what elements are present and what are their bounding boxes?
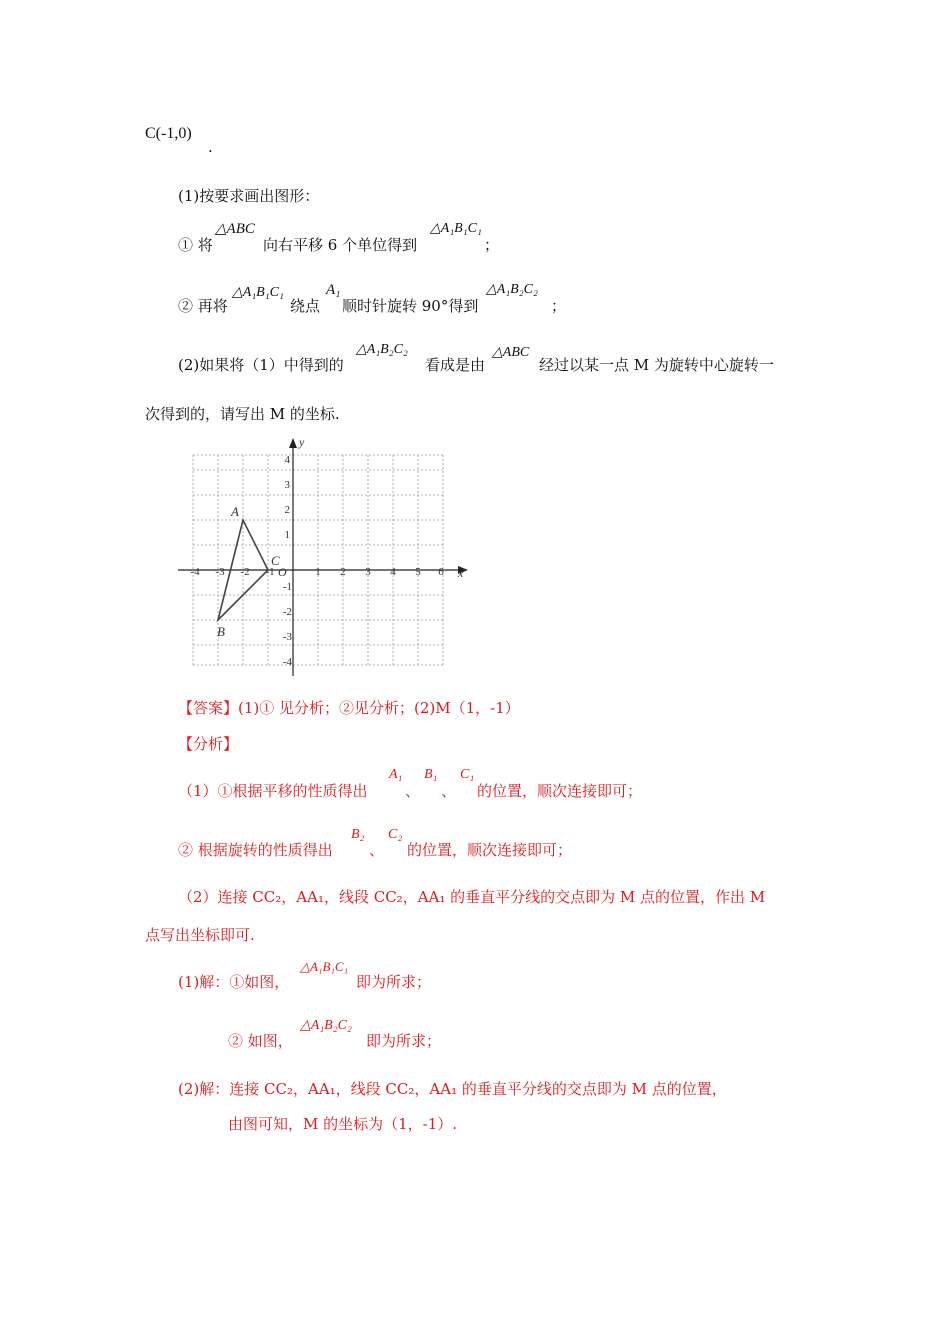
x-tick: 6	[438, 566, 444, 578]
analysis-line3: （2）连接 CC₂，AA₁，线段 CC₂，AA₁ 的垂直平分线的交点即为 M 点的位置，作出 M	[178, 888, 766, 906]
q1-step2-end: ；	[551, 297, 567, 315]
point-b-label: B	[217, 624, 225, 639]
solution-1-prefix: (1)解：①如图，	[178, 973, 290, 991]
q1-step1-prefix: ① 将	[178, 236, 213, 254]
y-tick: 2	[284, 504, 290, 516]
grid	[193, 455, 443, 665]
x-tick: -3	[215, 566, 225, 578]
analysis-line1-suffix: 的位置，顺次连接即可；	[477, 782, 643, 800]
analysis-line2-b: B₂	[351, 827, 365, 842]
q2-mid1: 看成是由	[425, 356, 486, 374]
q1-step2-result: △A₁B₂C₂	[486, 282, 538, 297]
x-tick: 3	[365, 566, 371, 578]
q1-step1-end: ；	[484, 236, 500, 254]
analysis-line1-b: B₁	[424, 767, 438, 782]
x-tick: 5	[415, 566, 421, 578]
y-tick: -2	[282, 606, 292, 618]
q1-step2-mid2: 顺时针旋转 90°得到	[342, 297, 479, 315]
solution-1-triangle: △A₁B₁C₁	[300, 959, 349, 974]
analysis-line1-sep2: 、	[441, 782, 457, 800]
solution-2-suffix: 即为所求；	[366, 1032, 442, 1050]
analysis-line1-c: C₁	[460, 767, 475, 782]
q1-title: (1)按要求画出图形：	[178, 187, 320, 205]
point-c-label	[145, 126, 192, 142]
analysis-line2-sep: 、	[369, 841, 385, 859]
analysis-line2-c: C₂	[388, 827, 403, 842]
y-tick: 4	[284, 454, 290, 466]
y-tick: -4	[282, 656, 292, 668]
solution-4: 由图可知，M 的坐标为（1，-1）.	[228, 1115, 458, 1133]
solution-2-triangle: △A₁B₂C₂	[300, 1018, 352, 1033]
solution-3: (2)解：连接 CC₂，AA₁，线段 CC₂，AA₁ 的垂直平分线的交点即为 M 点的位置，	[178, 1080, 727, 1098]
analysis-line4: 点写出坐标即可.	[145, 926, 255, 944]
q2-prefix: (2)如果将（1）中得到的	[178, 356, 344, 374]
y-tick: -3	[282, 631, 292, 643]
analysis-line1-sep1: 、	[405, 782, 421, 800]
point-c-text: C(-1,0)	[145, 125, 192, 142]
y-tick: 3	[284, 479, 290, 491]
y-axis-label: y	[299, 436, 305, 449]
y-tick-labels	[283, 454, 293, 668]
answer-line: 【答案】(1)① 见分析；②见分析；(2)M（1，-1）	[178, 699, 520, 717]
q1-step2-triangle: △A₁B₁C₁	[232, 285, 284, 300]
analysis-header: 【分析】	[178, 735, 239, 753]
x-tick: 4	[390, 566, 396, 578]
x-axis-label: x	[458, 566, 464, 580]
point-a-label: A	[231, 504, 239, 519]
q2-line2: 次得到的，请写出 M 的坐标.	[145, 405, 340, 423]
analysis-line1-prefix: （1）①根据平移的性质得出	[178, 782, 368, 800]
trailing-dot: .	[208, 138, 213, 156]
coordinate-figure	[174, 436, 474, 676]
q1-step1-result: △A₁B₁C₁	[430, 221, 482, 236]
q1-step2-mid1: 绕点	[290, 297, 321, 315]
q2-triangle-1: △A₁B₂C₂	[356, 342, 408, 357]
q2-mid2: 经过以某一点 M 为旋转中心旋转一	[539, 356, 774, 374]
y-axis-arrow	[289, 438, 297, 448]
analysis-line2-prefix: ② 根据旋转的性质得出	[178, 841, 333, 859]
x-tick: -4	[190, 566, 200, 578]
q1-step2-prefix: ② 再将	[178, 297, 228, 315]
y-tick: 1	[284, 529, 290, 541]
x-tick: 2	[340, 566, 346, 578]
q1-step2-point: A₁	[326, 282, 341, 298]
origin-label: O	[278, 565, 287, 579]
x-tick: -2	[240, 566, 250, 578]
x-tick: -1	[265, 566, 275, 578]
analysis-line2-suffix: 的位置，顺次连接即可；	[407, 841, 573, 859]
analysis-line1-a: A₁	[389, 767, 403, 782]
q1-step1-mid: 向右平移 6 个单位得到	[263, 236, 418, 254]
point-c-label-fig: C	[271, 553, 280, 568]
solution-2-prefix: ② 如图，	[228, 1032, 293, 1050]
x-tick: 1	[315, 566, 321, 578]
y-tick: -1	[282, 581, 292, 593]
q1-step1-triangle: △ABC	[215, 221, 255, 237]
q2-triangle-2: △ABC	[492, 345, 530, 360]
solution-1-suffix: 即为所求；	[356, 973, 432, 991]
